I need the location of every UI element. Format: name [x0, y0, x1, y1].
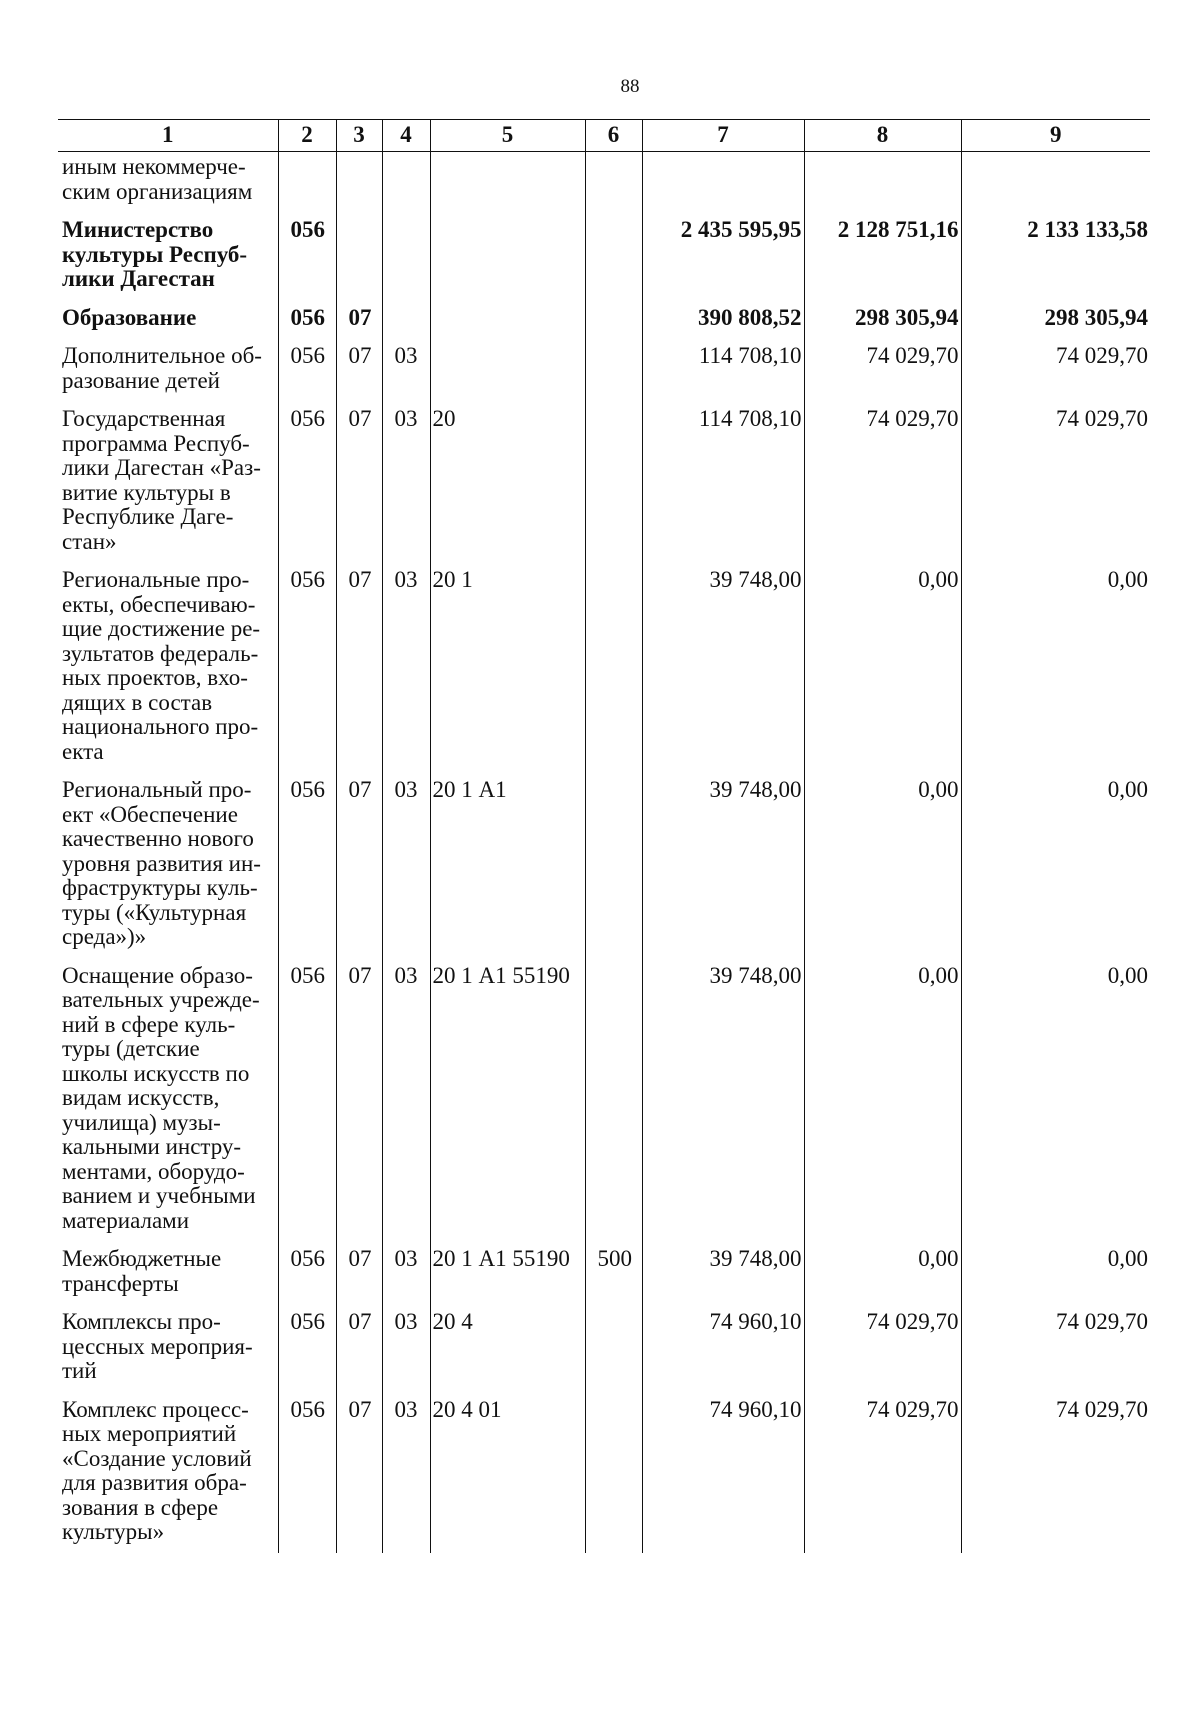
amount-cell: 0,00	[804, 1244, 961, 1307]
section-code-cell: 07	[336, 303, 382, 342]
amount-cell: 0,00	[804, 565, 961, 775]
table-row	[58, 775, 1150, 961]
column-header: 4	[382, 120, 430, 152]
table-row	[58, 303, 1150, 342]
section-code-cell	[336, 215, 382, 303]
expense-type-cell	[585, 961, 642, 1245]
row-name-cell: Комплекс процесс- ных мероприятий «Создание условий для развития обра- зования в сфере культуры»	[62, 1396, 252, 1544]
target-item-cell: 20 4	[430, 1307, 585, 1395]
row-name-cell: Межбюджетные трансферты	[62, 1246, 222, 1296]
row-name-cell: Министерство культуры Респуб- лики Дагестан	[62, 217, 248, 291]
table-row	[58, 404, 1150, 565]
ministry-code-cell: 056	[278, 341, 336, 404]
amount-cell: 39 748,00	[642, 961, 804, 1245]
table-row	[58, 1395, 1150, 1553]
table-row	[58, 1244, 1150, 1307]
section-code-cell: 07	[336, 1395, 382, 1553]
row-name-cell: Региональные про- екты, обеспечиваю- щие достижение ре- зультатов федераль- ных проектов, вхо- дящих в состав национального про- екта	[62, 567, 261, 764]
section-code-cell: 07	[336, 341, 382, 404]
amount-cell: 114 708,10	[642, 404, 804, 565]
target-item-cell: 20 1	[430, 565, 585, 775]
amount-cell: 0,00	[961, 565, 1150, 775]
row-name-cell: Оснащение образо- вательных учрежде- ний в сфере куль- туры (детские школы искусств по видам искусств, училища) музы- кальными инстру- ментами, оборудо- ванием и учебными материалами	[62, 962, 260, 1233]
amount-cell: 74 960,10	[642, 1395, 804, 1553]
table-row	[58, 215, 1150, 303]
amount-cell: 298 305,94	[804, 303, 961, 342]
ministry-code-cell: 056	[278, 303, 336, 342]
amount-cell: 39 748,00	[642, 565, 804, 775]
ministry-code-cell: 056	[278, 775, 336, 961]
ministry-code-cell: 056	[278, 1307, 336, 1395]
expense-type-cell	[585, 404, 642, 565]
row-name-cell: Комплексы про- цессных мероприя- тий	[62, 1309, 253, 1383]
amount-cell: 74 029,70	[961, 404, 1150, 565]
amount-cell: 74 029,70	[804, 341, 961, 404]
budget-table	[58, 119, 1150, 1553]
column-header: 2	[278, 120, 336, 152]
column-header: 1	[58, 120, 278, 152]
ministry-code-cell: 056	[278, 1244, 336, 1307]
amount-cell	[804, 152, 961, 216]
amount-cell: 0,00	[804, 775, 961, 961]
amount-cell: 0,00	[961, 961, 1150, 1245]
expense-type-cell: 500	[585, 1244, 642, 1307]
amount-cell: 74 029,70	[961, 341, 1150, 404]
column-header: 3	[336, 120, 382, 152]
section-code-cell	[336, 152, 382, 216]
amount-cell: 2 133 133,58	[961, 215, 1150, 303]
table-row	[58, 152, 1150, 216]
table-row	[58, 341, 1150, 404]
expense-type-cell	[585, 341, 642, 404]
subsection-code-cell	[382, 215, 430, 303]
subsection-code-cell: 03	[382, 1244, 430, 1307]
ministry-code-cell: 056	[278, 1395, 336, 1553]
row-name-cell: Дополнительное об- разование детей	[62, 343, 262, 393]
ministry-code-cell: 056	[278, 565, 336, 775]
expense-type-cell	[585, 565, 642, 775]
section-code-cell: 07	[336, 1307, 382, 1395]
subsection-code-cell	[382, 303, 430, 342]
amount-cell	[642, 152, 804, 216]
ministry-code-cell	[278, 152, 336, 216]
amount-cell: 114 708,10	[642, 341, 804, 404]
amount-cell: 0,00	[961, 1244, 1150, 1307]
amount-cell: 74 029,70	[961, 1395, 1150, 1553]
section-code-cell: 07	[336, 961, 382, 1245]
amount-cell: 74 029,70	[804, 404, 961, 565]
table-row	[58, 565, 1150, 775]
subsection-code-cell: 03	[382, 404, 430, 565]
page-number: 88	[620, 76, 640, 97]
amount-cell: 74 029,70	[961, 1307, 1150, 1395]
target-item-cell: 20	[430, 404, 585, 565]
target-item-cell: 20 1 А1 55190	[430, 961, 585, 1245]
target-item-cell: 20 4 01	[430, 1395, 585, 1553]
amount-cell: 0,00	[804, 961, 961, 1245]
target-item-cell	[430, 303, 585, 342]
subsection-code-cell: 03	[382, 1307, 430, 1395]
row-name-cell: иным некоммерче- ским организациям	[62, 154, 253, 204]
column-header: 6	[585, 120, 642, 152]
ministry-code-cell: 056	[278, 215, 336, 303]
table-body	[58, 152, 1150, 1553]
target-item-cell: 20 1 А1	[430, 775, 585, 961]
subsection-code-cell: 03	[382, 1395, 430, 1553]
subsection-code-cell: 03	[382, 775, 430, 961]
amount-cell: 74 960,10	[642, 1307, 804, 1395]
section-code-cell: 07	[336, 565, 382, 775]
amount-cell: 2 128 751,16	[804, 215, 961, 303]
expense-type-cell	[585, 775, 642, 961]
amount-cell	[961, 152, 1150, 216]
subsection-code-cell: 03	[382, 565, 430, 775]
amount-cell: 39 748,00	[642, 775, 804, 961]
ministry-code-cell: 056	[278, 961, 336, 1245]
column-header: 7	[642, 120, 804, 152]
ministry-code-cell: 056	[278, 404, 336, 565]
amount-cell: 0,00	[961, 775, 1150, 961]
table-header	[58, 120, 1150, 152]
amount-cell: 390 808,52	[642, 303, 804, 342]
amount-cell: 298 305,94	[961, 303, 1150, 342]
column-number-row	[58, 120, 1150, 152]
target-item-cell: 20 1 А1 55190	[430, 1244, 585, 1307]
expense-type-cell	[585, 215, 642, 303]
row-name-cell: Государственная программа Респуб- лики Дагестан «Раз- витие культуры в Республике Даге- стан»	[62, 406, 261, 554]
subsection-code-cell: 03	[382, 961, 430, 1245]
subsection-code-cell: 03	[382, 341, 430, 404]
column-header: 8	[804, 120, 961, 152]
amount-cell: 74 029,70	[804, 1307, 961, 1395]
column-header: 5	[430, 120, 585, 152]
expense-type-cell	[585, 152, 642, 216]
target-item-cell	[430, 152, 585, 216]
target-item-cell	[430, 215, 585, 303]
expense-type-cell	[585, 1307, 642, 1395]
target-item-cell	[430, 341, 585, 404]
section-code-cell: 07	[336, 1244, 382, 1307]
amount-cell: 39 748,00	[642, 1244, 804, 1307]
amount-cell: 2 435 595,95	[642, 215, 804, 303]
column-header: 9	[961, 120, 1150, 152]
expense-type-cell	[585, 303, 642, 342]
table-row	[58, 1307, 1150, 1395]
row-name-cell: Региональный про- ект «Обеспечение качественно нового уровня развития ин- фраструктуры куль- туры («Культурная среда»)»	[62, 777, 261, 949]
section-code-cell: 07	[336, 404, 382, 565]
table-row	[58, 961, 1150, 1245]
row-name-cell: Образование	[62, 304, 197, 330]
subsection-code-cell	[382, 152, 430, 216]
section-code-cell: 07	[336, 775, 382, 961]
amount-cell: 74 029,70	[804, 1395, 961, 1553]
expense-type-cell	[585, 1395, 642, 1553]
